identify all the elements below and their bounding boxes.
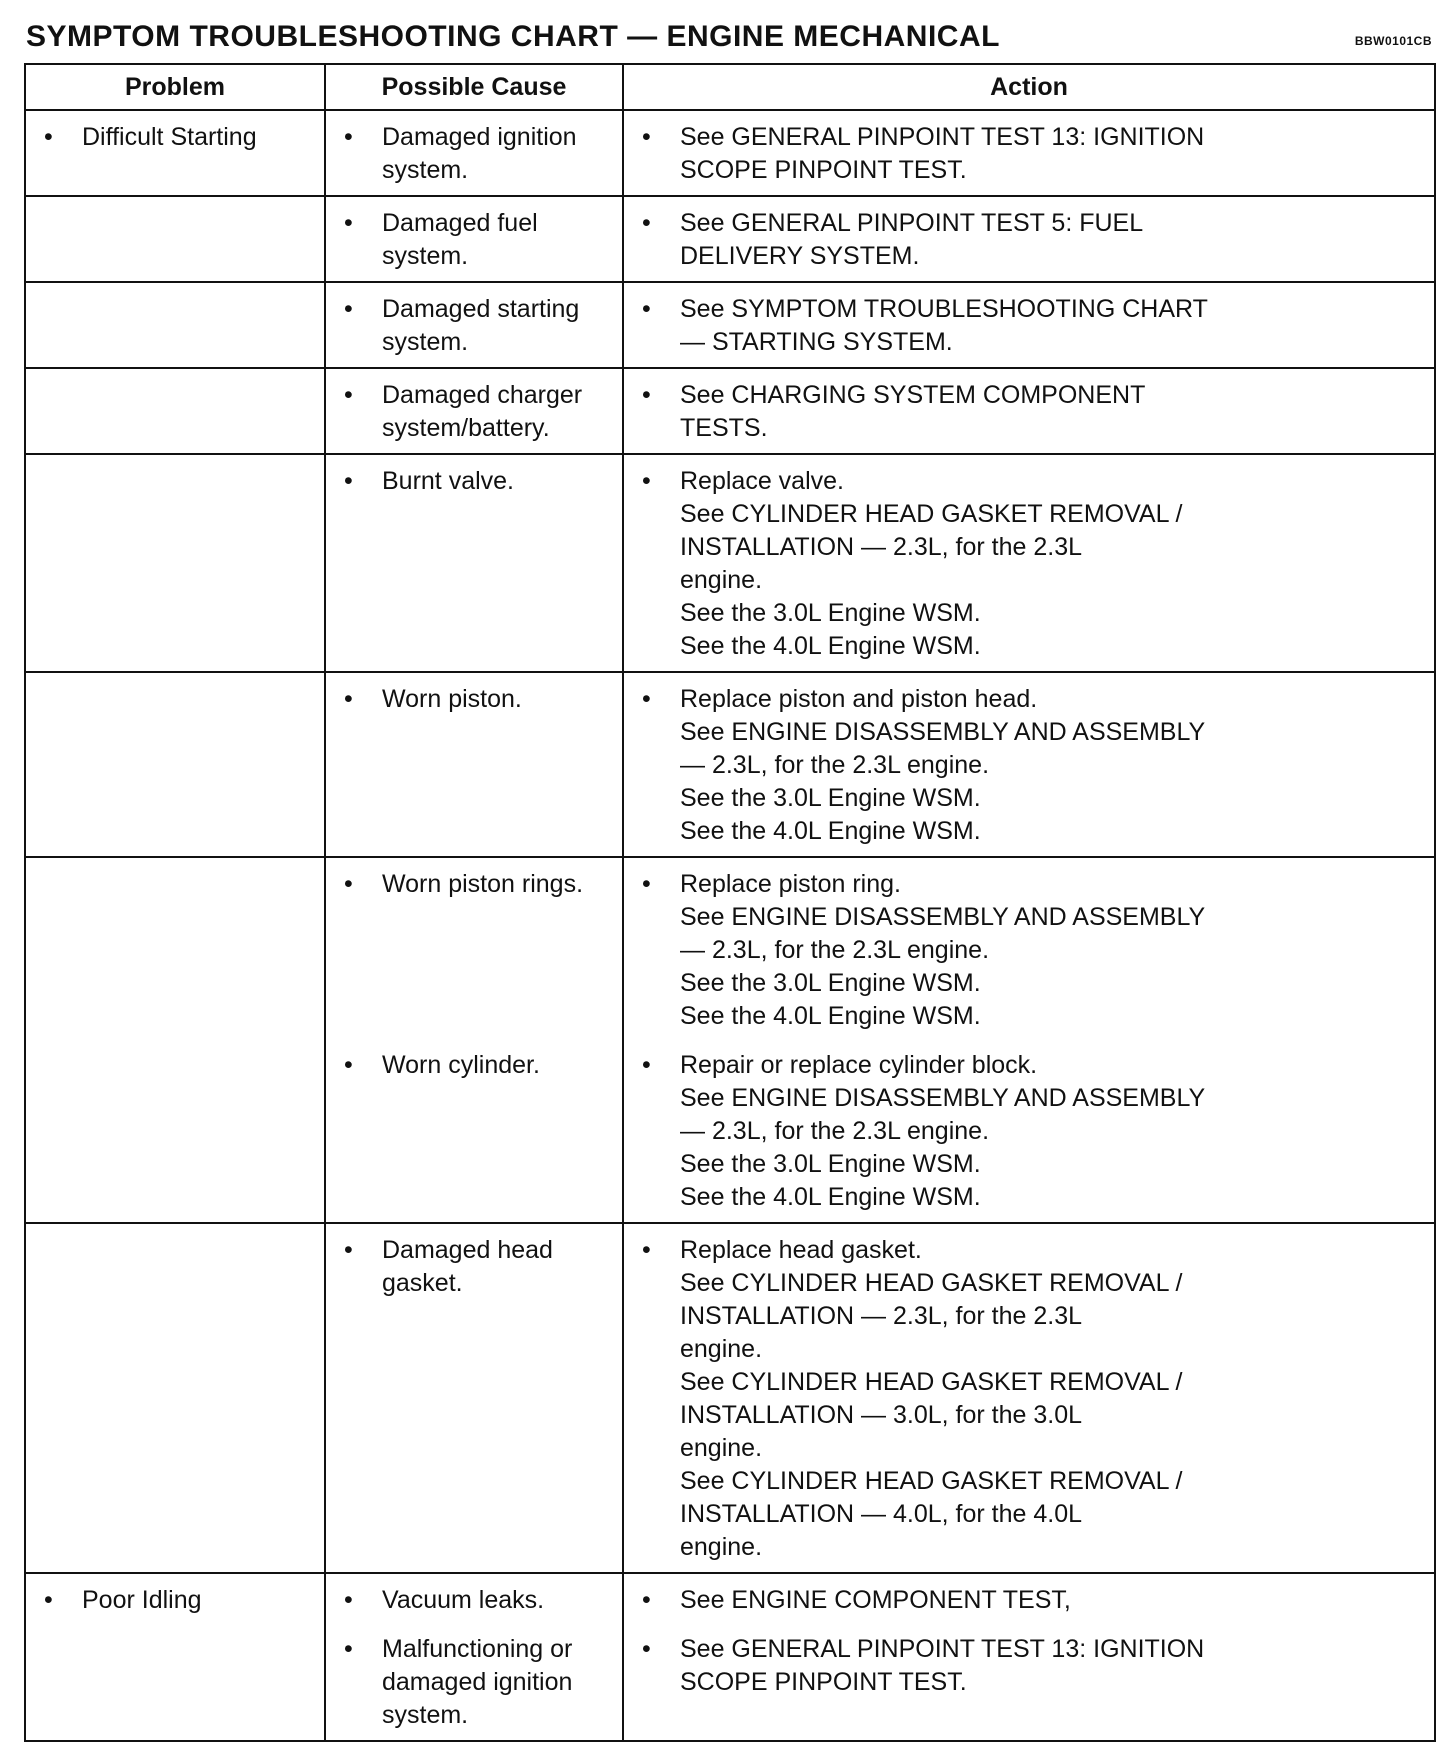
text-line: Damaged charger bbox=[382, 381, 583, 409]
text-line: engine. bbox=[680, 1434, 763, 1462]
bullet-icon: • bbox=[642, 685, 651, 713]
text-line: — STARTING SYSTEM. bbox=[680, 328, 953, 356]
cause-entry-text bbox=[382, 293, 614, 359]
text-line: system. bbox=[382, 328, 469, 356]
text-line: See the 3.0L Engine WSM. bbox=[680, 969, 981, 997]
action-cell bbox=[623, 196, 1435, 282]
problem-entry-text bbox=[82, 121, 316, 154]
text-line: See CYLINDER HEAD GASKET REMOVAL / bbox=[680, 1269, 1183, 1297]
text-line: Replace piston and piston head. bbox=[680, 685, 1038, 713]
problem-cell bbox=[25, 1223, 325, 1573]
action-entry bbox=[632, 683, 1426, 848]
table-row bbox=[25, 454, 1435, 672]
problem-cell bbox=[25, 672, 325, 857]
cause-entry-text bbox=[382, 1234, 614, 1300]
text-line: system. bbox=[382, 242, 469, 270]
action-entry-text bbox=[680, 121, 1426, 187]
problem-cell bbox=[25, 196, 325, 282]
spacer bbox=[334, 1033, 614, 1049]
text-line: Vacuum leaks. bbox=[382, 1586, 545, 1614]
text-line: Poor Idling bbox=[82, 1586, 202, 1614]
cause-cell bbox=[325, 672, 623, 857]
text-line: See the 4.0L Engine WSM. bbox=[680, 632, 981, 660]
cause-entry-text bbox=[382, 868, 614, 901]
text-line: See ENGINE DISASSEMBLY AND ASSEMBLY bbox=[680, 1084, 1206, 1112]
text-line: Damaged ignition bbox=[382, 123, 577, 151]
cause-entry bbox=[334, 1584, 614, 1617]
text-line: SCOPE PINPOINT TEST. bbox=[680, 156, 967, 184]
problem-cell bbox=[25, 454, 325, 672]
cause-entry-text bbox=[382, 465, 614, 498]
text-line: See CYLINDER HEAD GASKET REMOVAL / bbox=[680, 500, 1183, 528]
bullet-icon: • bbox=[344, 1051, 353, 1079]
action-entry-text bbox=[680, 868, 1426, 1033]
text-line: Repair or replace cylinder block. bbox=[680, 1051, 1038, 1079]
problem-cell bbox=[25, 110, 325, 196]
bullet-icon: • bbox=[642, 1586, 651, 1614]
action-entry-text bbox=[680, 1234, 1426, 1564]
text-line: DELIVERY SYSTEM. bbox=[680, 242, 920, 270]
cause-cell bbox=[325, 857, 623, 1223]
bullet-icon: • bbox=[344, 1586, 353, 1614]
bullet-icon: • bbox=[344, 295, 353, 323]
cause-entry-text bbox=[382, 379, 614, 445]
bullet-icon: • bbox=[642, 209, 651, 237]
text-line: Difficult Starting bbox=[82, 123, 257, 151]
text-line: Malfunctioning or bbox=[382, 1635, 573, 1663]
text-line: Worn piston. bbox=[382, 685, 522, 713]
action-entry-text bbox=[680, 465, 1426, 663]
column-header-problem: Problem bbox=[25, 64, 325, 110]
bullet-icon: • bbox=[344, 467, 353, 495]
text-line: — 2.3L, for the 2.3L engine. bbox=[680, 751, 990, 779]
action-entry bbox=[632, 1633, 1426, 1699]
cause-entry-text bbox=[382, 1633, 614, 1732]
text-line: engine. bbox=[680, 1533, 763, 1561]
problem-entry bbox=[34, 1584, 316, 1617]
text-line: See the 3.0L Engine WSM. bbox=[680, 1150, 981, 1178]
action-entry bbox=[632, 293, 1426, 359]
document-code: BBW0101CB bbox=[1354, 34, 1432, 48]
troubleshooting-table bbox=[24, 63, 1436, 1742]
action-entry-text bbox=[680, 293, 1426, 359]
text-line: damaged ignition bbox=[382, 1668, 573, 1696]
problem-cell bbox=[25, 368, 325, 454]
action-entry-text bbox=[680, 1049, 1426, 1214]
text-line: See CYLINDER HEAD GASKET REMOVAL / bbox=[680, 1368, 1183, 1396]
bullet-icon: • bbox=[642, 467, 651, 495]
action-cell bbox=[623, 1223, 1435, 1573]
action-entry bbox=[632, 465, 1426, 663]
spacer bbox=[334, 967, 614, 1000]
text-line: See GENERAL PINPOINT TEST 13: IGNITION bbox=[680, 1635, 1205, 1663]
table-row bbox=[25, 282, 1435, 368]
text-line: Burnt valve. bbox=[382, 467, 515, 495]
text-line: INSTALLATION — 3.0L, for the 3.0L bbox=[680, 1401, 1083, 1429]
action-entry-text bbox=[680, 683, 1426, 848]
cause-entry-text bbox=[382, 207, 614, 273]
bullet-icon: • bbox=[344, 123, 353, 151]
text-line: — 2.3L, for the 2.3L engine. bbox=[680, 1117, 990, 1145]
action-entry bbox=[632, 1584, 1426, 1617]
table-row bbox=[25, 1223, 1435, 1573]
column-header-action: Action bbox=[623, 64, 1435, 110]
bullet-icon: • bbox=[44, 1586, 53, 1614]
table-row bbox=[25, 1573, 1435, 1741]
text-line: Worn piston rings. bbox=[382, 870, 584, 898]
text-line: See GENERAL PINPOINT TEST 5: FUEL bbox=[680, 209, 1144, 237]
cause-entry bbox=[334, 207, 614, 273]
action-cell bbox=[623, 368, 1435, 454]
text-line: See SYMPTOM TROUBLESHOOTING CHART bbox=[680, 295, 1208, 323]
cause-cell bbox=[325, 368, 623, 454]
action-entry bbox=[632, 1049, 1426, 1214]
cause-cell bbox=[325, 1223, 623, 1573]
text-line: See ENGINE DISASSEMBLY AND ASSEMBLY bbox=[680, 718, 1206, 746]
action-entry bbox=[632, 207, 1426, 273]
table-row bbox=[25, 368, 1435, 454]
cause-entry bbox=[334, 683, 614, 716]
text-line: See the 3.0L Engine WSM. bbox=[680, 784, 981, 812]
text-line: system. bbox=[382, 156, 469, 184]
cause-entry bbox=[334, 1633, 614, 1732]
spacer bbox=[632, 1033, 1426, 1049]
text-line: TESTS. bbox=[680, 414, 768, 442]
action-cell bbox=[623, 282, 1435, 368]
action-entry bbox=[632, 868, 1426, 1033]
text-line: Worn cylinder. bbox=[382, 1051, 540, 1079]
table-row bbox=[25, 196, 1435, 282]
text-line: INSTALLATION — 2.3L, for the 2.3L bbox=[680, 1302, 1083, 1330]
text-line: engine. bbox=[680, 566, 763, 594]
text-line: See the 4.0L Engine WSM. bbox=[680, 1183, 981, 1211]
cause-entry bbox=[334, 465, 614, 498]
cause-entry bbox=[334, 121, 614, 187]
text-line: INSTALLATION — 4.0L, for the 4.0L bbox=[680, 1500, 1083, 1528]
cause-cell bbox=[325, 196, 623, 282]
bullet-icon: • bbox=[44, 123, 53, 151]
text-line: See the 4.0L Engine WSM. bbox=[680, 817, 981, 845]
problem-cell bbox=[25, 857, 325, 1223]
text-line: See ENGINE COMPONENT TEST, bbox=[680, 1586, 1071, 1614]
text-line: See the 3.0L Engine WSM. bbox=[680, 599, 981, 627]
table-body bbox=[25, 110, 1435, 1741]
problem-entry bbox=[34, 121, 316, 154]
action-entry-text bbox=[680, 379, 1426, 445]
action-cell bbox=[623, 110, 1435, 196]
problem-cell bbox=[25, 1573, 325, 1741]
text-line: Damaged starting bbox=[382, 295, 580, 323]
spacer bbox=[334, 1617, 614, 1633]
text-line: engine. bbox=[680, 1335, 763, 1363]
cause-entry bbox=[334, 293, 614, 359]
cause-entry-text bbox=[382, 1049, 614, 1082]
table-row bbox=[25, 857, 1435, 1223]
bullet-icon: • bbox=[642, 1236, 651, 1264]
text-line: Replace piston ring. bbox=[680, 870, 901, 898]
cause-cell bbox=[325, 1573, 623, 1741]
bullet-icon: • bbox=[642, 1051, 651, 1079]
text-line: See ENGINE DISASSEMBLY AND ASSEMBLY bbox=[680, 903, 1206, 931]
bullet-icon: • bbox=[344, 1236, 353, 1264]
text-line: See CHARGING SYSTEM COMPONENT bbox=[680, 381, 1146, 409]
problem-cell bbox=[25, 282, 325, 368]
text-line: system. bbox=[382, 1701, 469, 1729]
problem-entry-text bbox=[82, 1584, 316, 1617]
cause-cell bbox=[325, 110, 623, 196]
text-line: See CYLINDER HEAD GASKET REMOVAL / bbox=[680, 1467, 1183, 1495]
cause-entry bbox=[334, 1234, 614, 1300]
bullet-icon: • bbox=[642, 123, 651, 151]
bullet-icon: • bbox=[642, 381, 651, 409]
action-entry-text bbox=[680, 1584, 1426, 1617]
text-line: INSTALLATION — 2.3L, for the 2.3L bbox=[680, 533, 1083, 561]
action-entry-text bbox=[680, 207, 1426, 273]
action-entry bbox=[632, 121, 1426, 187]
bullet-icon: • bbox=[642, 295, 651, 323]
text-line: gasket. bbox=[382, 1269, 463, 1297]
cause-entry bbox=[334, 1049, 614, 1082]
bullet-icon: • bbox=[344, 381, 353, 409]
bullet-icon: • bbox=[344, 685, 353, 713]
bullet-icon: • bbox=[344, 209, 353, 237]
text-line: See GENERAL PINPOINT TEST 13: IGNITION bbox=[680, 123, 1205, 151]
table-header-row bbox=[25, 64, 1435, 110]
bullet-icon: • bbox=[344, 870, 353, 898]
spacer bbox=[334, 901, 614, 934]
action-cell bbox=[623, 857, 1435, 1223]
table-row bbox=[25, 672, 1435, 857]
text-line: Replace head gasket. bbox=[680, 1236, 922, 1264]
spacer bbox=[632, 1617, 1426, 1633]
bullet-icon: • bbox=[344, 1635, 353, 1663]
page-title: SYMPTOM TROUBLESHOOTING CHART — ENGINE MECHANICAL bbox=[26, 20, 1000, 53]
bullet-icon: • bbox=[642, 1635, 651, 1663]
cause-entry-text bbox=[382, 1584, 614, 1617]
text-line: — 2.3L, for the 2.3L engine. bbox=[680, 936, 990, 964]
action-entry-text bbox=[680, 1633, 1426, 1699]
cause-entry-text bbox=[382, 121, 614, 187]
text-line: Damaged head bbox=[382, 1236, 553, 1264]
action-cell bbox=[623, 672, 1435, 857]
text-line: Damaged fuel bbox=[382, 209, 538, 237]
spacer bbox=[334, 934, 614, 967]
action-entry bbox=[632, 1234, 1426, 1564]
bullet-icon: • bbox=[642, 870, 651, 898]
cause-entry-text bbox=[382, 683, 614, 716]
action-entry bbox=[632, 379, 1426, 445]
table-row bbox=[25, 110, 1435, 196]
action-cell bbox=[623, 1573, 1435, 1741]
text-line: SCOPE PINPOINT TEST. bbox=[680, 1668, 967, 1696]
text-line: system/battery. bbox=[382, 414, 550, 442]
cause-entry bbox=[334, 868, 614, 901]
text-line: Replace valve. bbox=[680, 467, 844, 495]
cause-cell bbox=[325, 282, 623, 368]
text-line: See the 4.0L Engine WSM. bbox=[680, 1002, 981, 1030]
column-header-possible-cause: Possible Cause bbox=[325, 64, 623, 110]
cause-cell bbox=[325, 454, 623, 672]
spacer bbox=[334, 1000, 614, 1033]
cause-entry bbox=[334, 379, 614, 445]
action-cell bbox=[623, 454, 1435, 672]
